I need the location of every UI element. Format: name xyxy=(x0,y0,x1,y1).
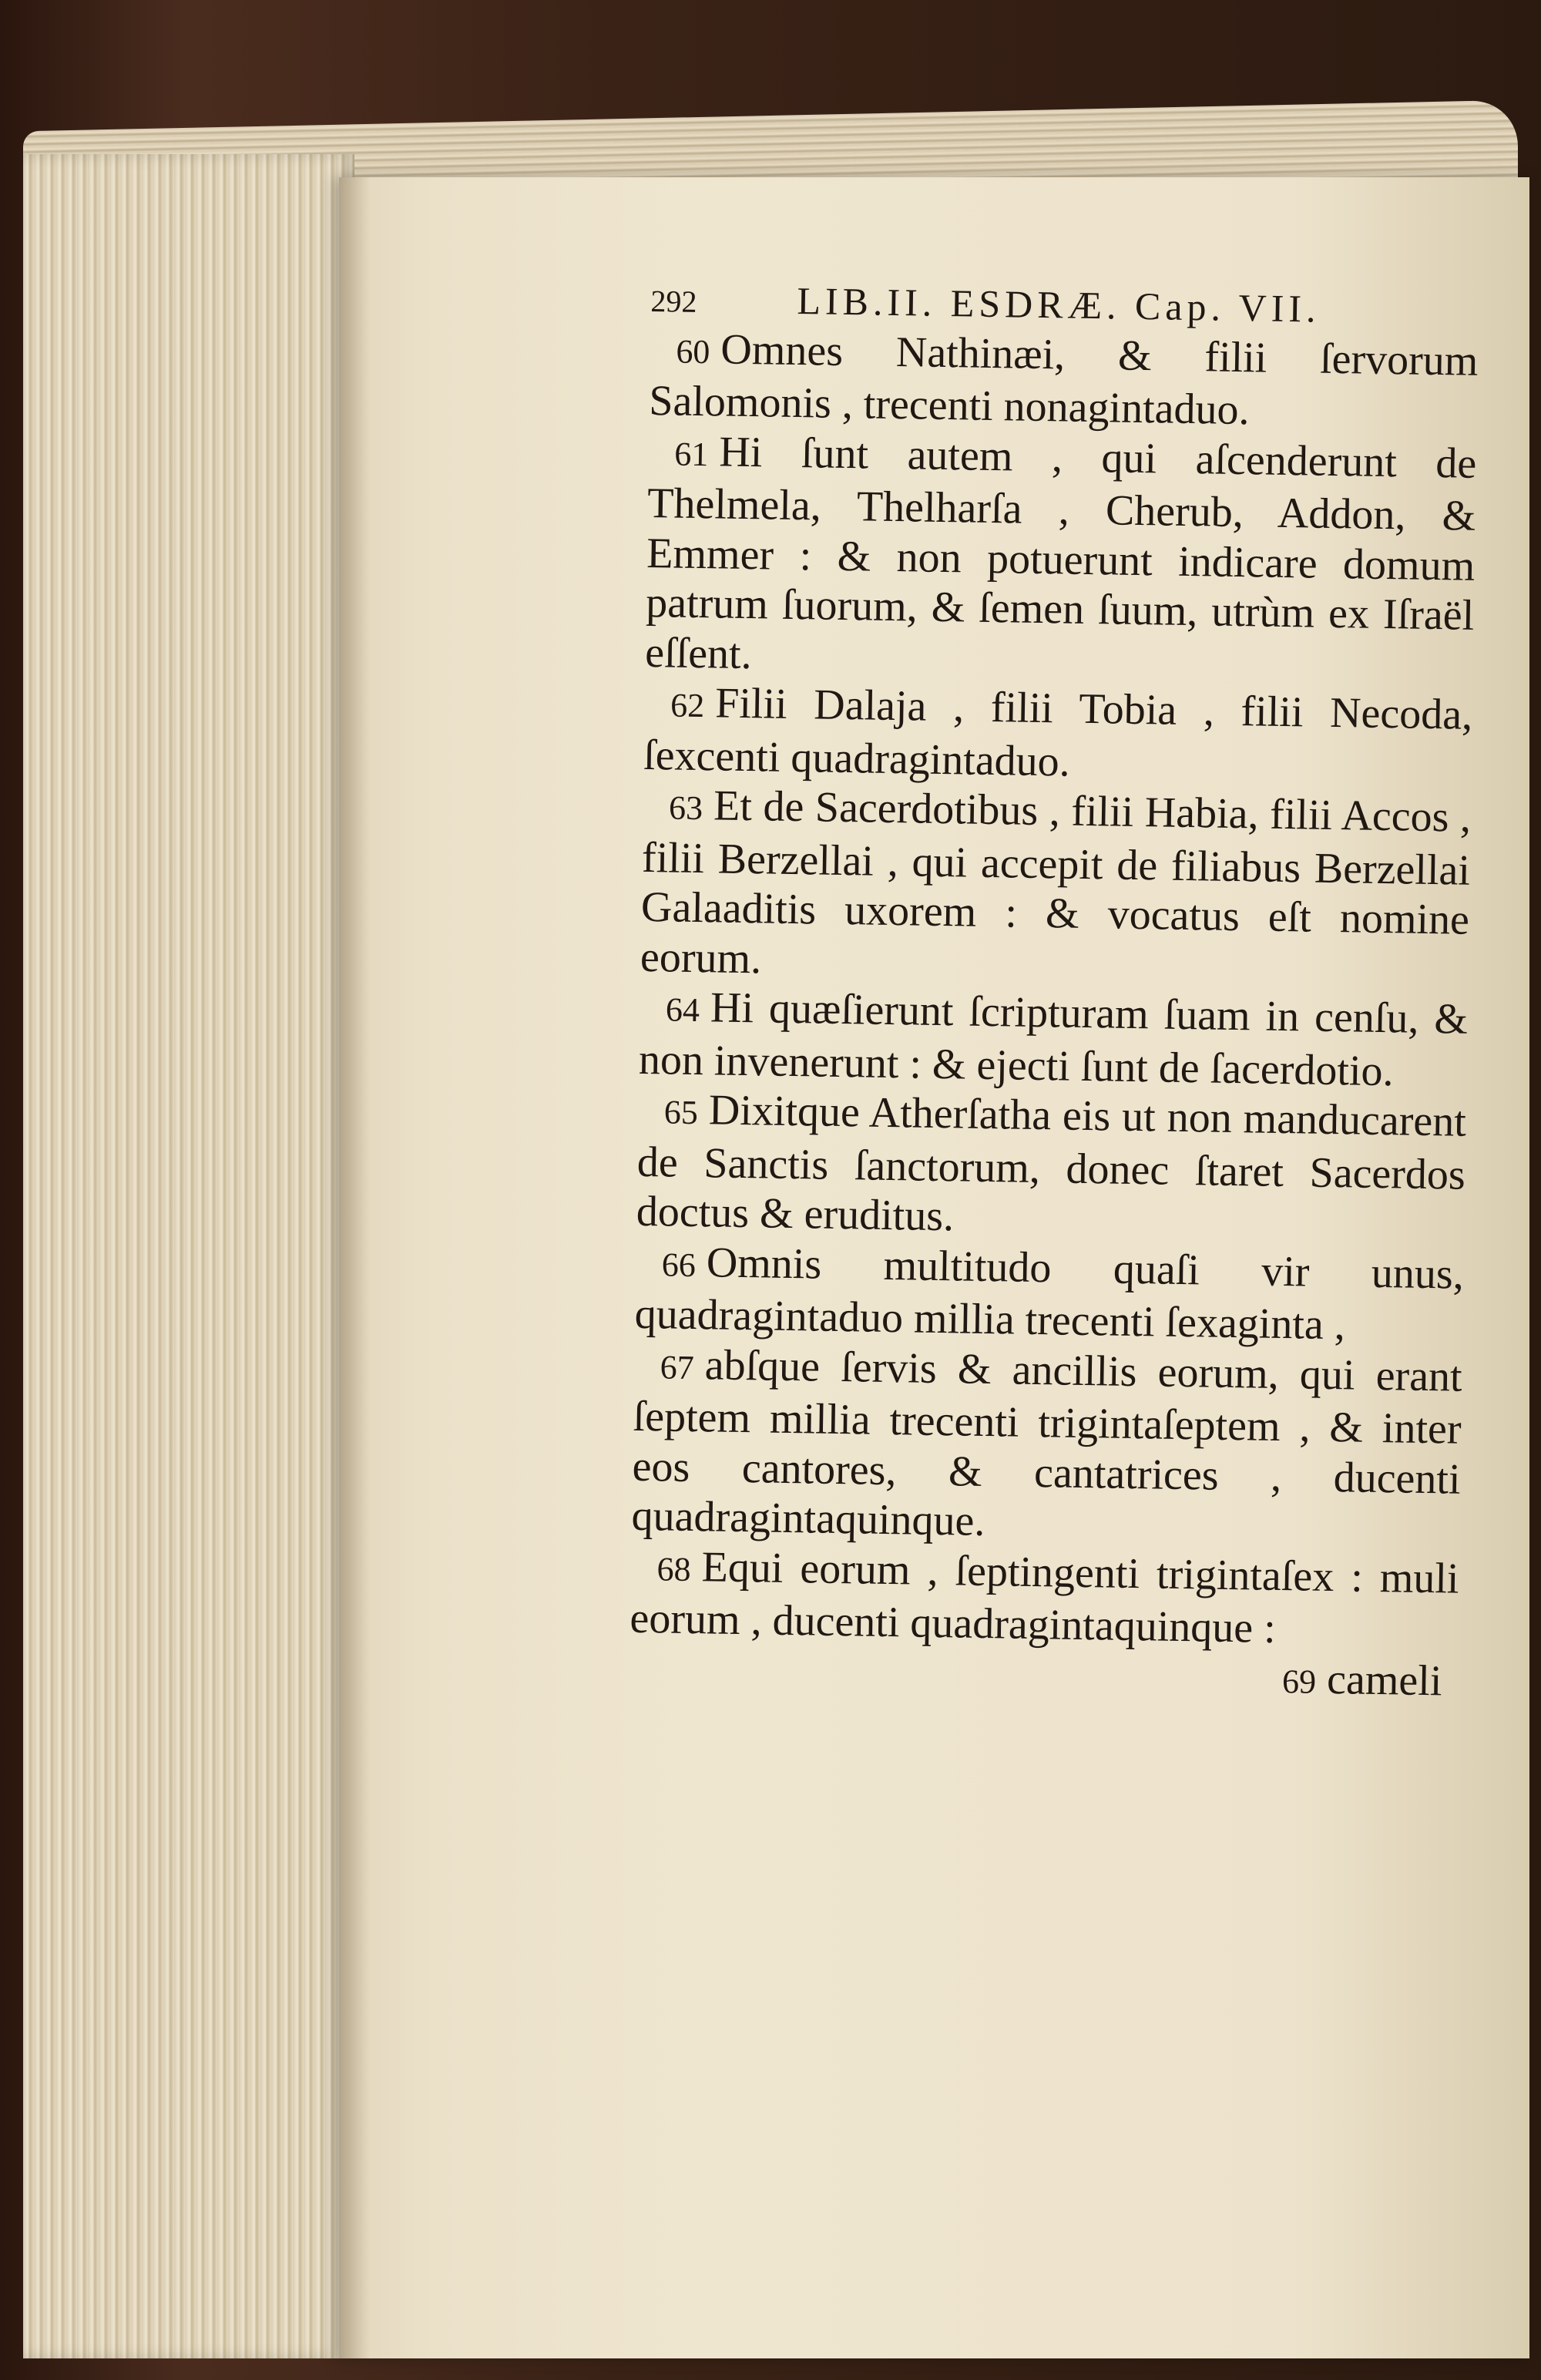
verse-68 xyxy=(629,1541,1459,1656)
verse-63 xyxy=(640,780,1472,995)
verse-text: Filii Dalaja , filii Tobia , filii Necoda, ſexcenti quadragintaduo. xyxy=(643,679,1473,786)
verse-64 xyxy=(638,982,1468,1098)
verse-61 xyxy=(645,425,1477,690)
verse-text: Et de Sacerdotibus , filii Habia, filii Accos , filii Berzellai , qui accepit de filiabus Berzellai Galaaditis uxorem : & vocatus eſt nomine eorum. xyxy=(640,782,1472,983)
verse-60 xyxy=(649,323,1479,439)
verse-text: abſque ſervis & ancillis eorum, qui erant ſeptem millia trecenti trigintaſeptem , & inter eos cantores, & cantatrices , ducenti quadragintaquinque. xyxy=(631,1340,1463,1546)
verse-number: 65 xyxy=(663,1093,699,1132)
catchword-number: 69 xyxy=(1281,1662,1317,1701)
verse-number: 60 xyxy=(676,332,710,371)
verse-number: 64 xyxy=(665,990,700,1030)
verse-text: Hi quæſierunt ſcripturam ſuam in cenſu, & non invenerunt : & ejecti ſunt de ſacerdotio. xyxy=(638,983,1469,1095)
verse-number: 63 xyxy=(668,788,703,828)
verse-number: 67 xyxy=(660,1347,695,1387)
verse-number: 61 xyxy=(673,435,709,473)
page-text-block xyxy=(629,274,1479,1709)
gutter-shadow xyxy=(339,177,370,2358)
verse-text: Omnis multitudo quaſi vir unus, quadragintaduo millia trecenti ſexaginta , xyxy=(634,1238,1465,1350)
verse-number: 68 xyxy=(656,1549,691,1588)
verse-65 xyxy=(636,1084,1466,1249)
verse-text: Hi ſunt autem , qui aſcenderunt de Thelmela, Thelharſa , Cherub, Addon, & Emmer : & non potuerunt indicare domum patrum ſuorum, & ſemen ſuum, utrùm ex Iſraël eſſent. xyxy=(644,427,1477,678)
page-stack-edges xyxy=(23,154,354,2358)
verse-62 xyxy=(643,677,1473,793)
page-number: 292 xyxy=(650,283,697,319)
running-title: LIB.II. ESDRÆ. Cap. VII. xyxy=(797,278,1321,331)
verse-67 xyxy=(631,1339,1462,1554)
verse-number: 62 xyxy=(670,686,705,725)
verse-text: Equi eorum , ſeptingenti trigintaſex : muli eorum , ducenti quadragintaquinque : xyxy=(629,1542,1460,1652)
verse-66 xyxy=(634,1236,1464,1352)
verse-text: Dixitque Atherſatha eis ut non manducarent de Sanctis ſanctorum, donec ſtaret Sacerdos doctus & eruditus. xyxy=(636,1086,1467,1241)
verse-text: Omnes Nathinæi, & filii ſervorum Salomonis , trecenti nonagintaduo. xyxy=(648,324,1479,435)
verse-number: 66 xyxy=(661,1245,697,1284)
catchword-text: cameli xyxy=(1326,1655,1442,1705)
